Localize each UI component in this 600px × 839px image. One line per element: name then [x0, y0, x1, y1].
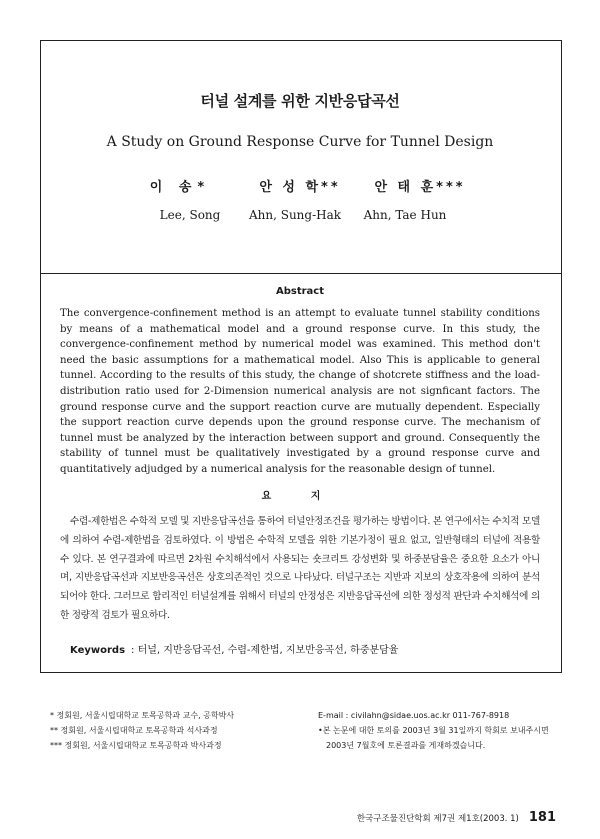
author-2-korean: 안 성 학**	[259, 180, 341, 195]
author-3-korean: 안 태 훈***	[374, 180, 466, 195]
author-3-english: Ahn, Tae Hun	[363, 208, 447, 222]
email-line: E-mail : civilahn@sidae.uos.ac.kr 011-767-8918	[318, 711, 510, 720]
discussion-note: •본 논문에 대한 토의를 2003년 3월 31일까지 학회로 보내주시면 2003년 7월호에 토론결과를 게재하겠습니다.	[318, 726, 549, 750]
authors-korean	[0, 176, 600, 195]
keywords-list: : 터널, 지반응답곡선, 수렴-제한법, 지보반응곡선, 하중분담율	[131, 645, 399, 656]
author-1-english: Lee, Song	[159, 208, 221, 222]
author-1-korean: 이 송*	[149, 180, 211, 195]
abstract-heading: Abstract	[275, 286, 325, 297]
title-box	[40, 40, 562, 274]
author-footnotes	[50, 708, 300, 753]
author-2-english: Ahn, Sung-Hak	[248, 208, 342, 222]
keywords	[70, 641, 398, 656]
summary-text: 수렴-제한법은 수학적 모델 및 지반응답곡선을 통하여 터널안정조건을 평가하는 방법이다. 본 연구에서는 수치적 모델에 의하여 수렴-제한법을 검토하였다. 이 방법은 수학적 모델을 위한 기본가정이 필요 없고, 일반형태의 터널에 적용할 수 있다. 본 연구결과에 따르면 2차원 수치해석에서 사용되는 숏크리트 강성변화 및 하중분담율은 중요한 요소가 아니며, 지반응답곡선과 지보반응곡선은 상호의존적인 것으로 나타났다. 터널구조는 지반과 지보의 상호작용에 의하여 분석되어야 한다. 그러므로 합리적인 터널설계를 위해서 터널의 안정성은 지반응답곡선에 의한 정성적 판단과 수치해석에 의한 정량적 검토가 필요하다.	[60, 516, 540, 621]
summary-heading: 요 지	[261, 491, 339, 502]
footnote-1: * 정회원, 서울시립대학교 토목공학과 교수, 공학박사	[50, 711, 235, 720]
contact-footnotes	[318, 708, 558, 753]
abstract-text: The convergence-confinement method is an attempt to evaluate tunnel stability conditions by means of a mathematical model and a ground response curve. In this study, the convergence-confinement method by numerical model was examined. This method don't need the basic assumptions for a mathematical model. Also This is applicable to general tunnel. According to the results of this study, the change of shotcrete stiffness and the load-distribution ratio used for 2-Dimension numerical analysis are not signficant factors. The ground response curve and the support reaction curve are mutually dependent. Especially the support reaction curve depends upon the ground response curve. The mechanism of tunnel must be analyzed by the interaction between support and ground. Consequently the stability of tunnel must be qualitatively investigated by a ground response curve and quantitatively adjudged by a numerical analysis for the reasonable design of tunnel.	[60, 308, 540, 475]
footnote-3: *** 정회원, 서울시립대학교 토목공학과 박사과정	[50, 741, 222, 750]
keywords-label: Keywords	[70, 645, 126, 656]
authors-english	[0, 208, 600, 222]
page-footer	[357, 810, 556, 825]
page-number: 181	[528, 810, 556, 825]
title-english: A Study on Ground Response Curve for Tunnel Design	[106, 134, 494, 150]
title-korean: 터널 설계를 위한 지반응답곡선	[200, 92, 400, 110]
journal-info: 한국구조물진단학회 제7권 제1호(2003. 1)	[356, 814, 519, 824]
footnote-2: ** 정회원, 서울시립대학교 토목공학과 석사과정	[50, 726, 218, 735]
